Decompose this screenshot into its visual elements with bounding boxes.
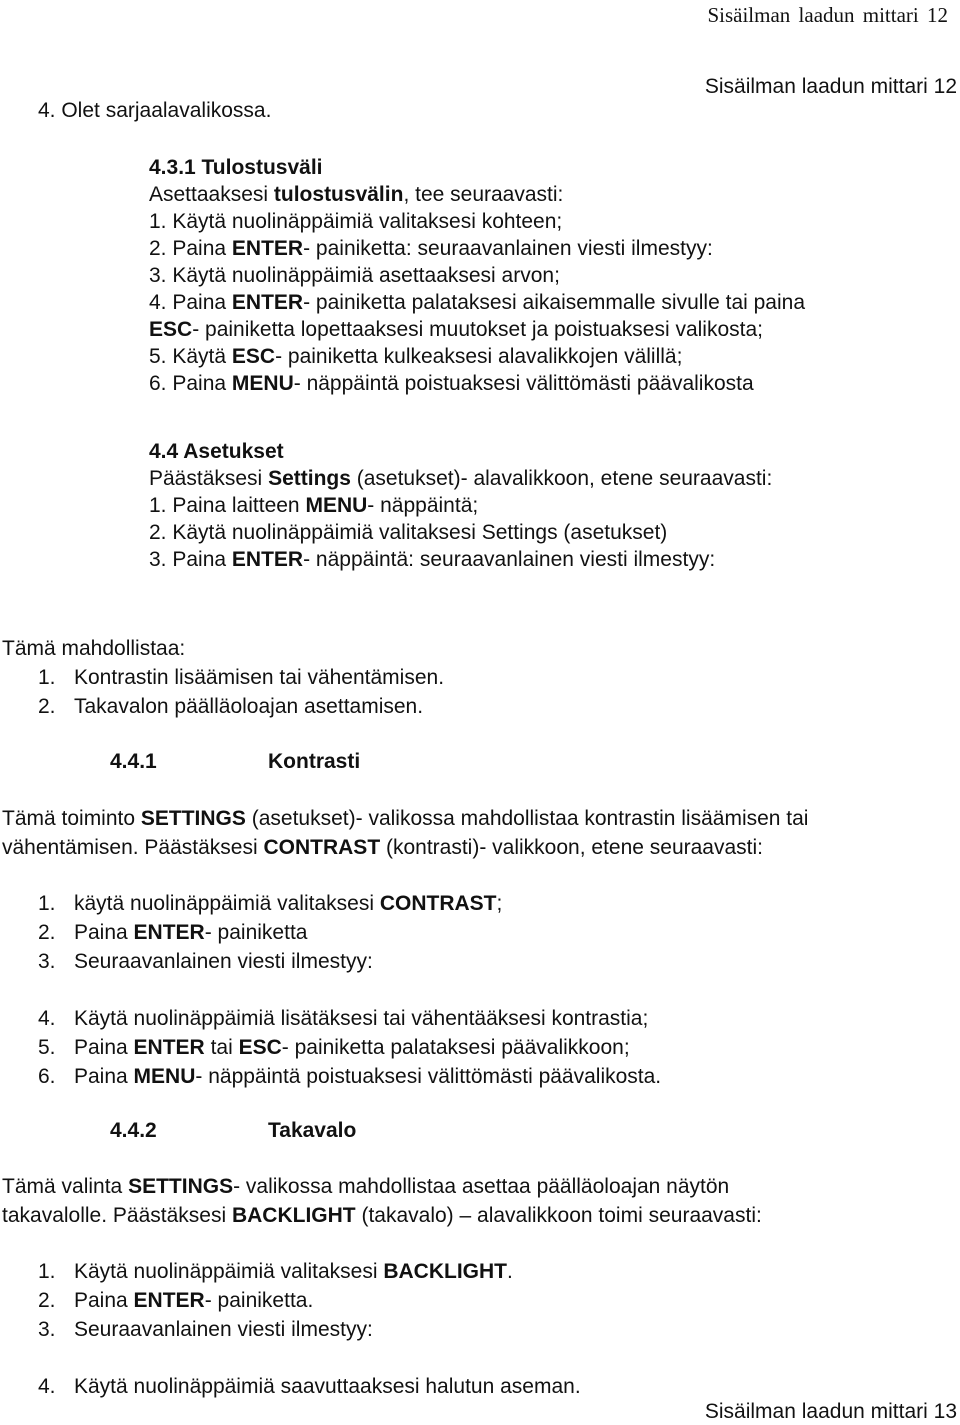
page-header: Sisäilman laadun mittari 12	[704, 75, 957, 98]
text: - painiketta palataksesi päävalikkoon;	[281, 1036, 630, 1059]
list-number: 3.	[38, 950, 56, 973]
text: vähentämisen. Päästäksesi	[2, 836, 264, 859]
text: (asetukset)- valikossa mahdollistaa kontrastin lisäämisen tai	[245, 807, 809, 830]
text: - painiketta: seuraavanlainen viesti ilmestyy:	[303, 237, 713, 260]
text: - painiketta lopettaaksesi muutokset ja poistuaksesi valikosta;	[192, 318, 763, 341]
paragraph	[2, 1173, 729, 1200]
section-title: Kontrasti	[268, 750, 361, 773]
list-item	[149, 235, 805, 262]
section-number: 4.4.1	[110, 750, 157, 773]
text: 5. Käytä	[149, 345, 232, 368]
list-item	[149, 370, 805, 397]
text: (asetukset)- alavalikkoon, etene seuraavasti:	[350, 467, 773, 490]
list-number: 3.	[38, 1318, 56, 1341]
list-item	[74, 1287, 313, 1314]
bold-text: tulostusvälin	[273, 183, 404, 206]
text: (takavalo) – alavalikkoon toimi seuraavasti:	[355, 1204, 762, 1227]
list-item	[74, 890, 502, 917]
section-4-4	[149, 438, 772, 573]
list-item-continuation	[149, 316, 805, 343]
text: - näppäintä: seuraavanlainen viesti ilmestyy:	[303, 548, 716, 571]
text: Paina	[74, 1036, 134, 1059]
list-number: 2.	[38, 1289, 56, 1312]
bold-text: ENTER	[133, 1036, 205, 1059]
text: - painiketta	[204, 921, 308, 944]
text: - painiketta kulkeaksesi alavalikkojen välillä;	[275, 345, 683, 368]
bold-text: MENU	[133, 1065, 196, 1088]
text: 1. Paina laitteen	[149, 494, 306, 517]
list-item: Seuraavanlainen viesti ilmestyy:	[74, 950, 373, 973]
list-item	[74, 1258, 513, 1285]
bold-text: Settings	[268, 467, 351, 490]
list-number: 4.	[38, 1375, 56, 1398]
text: takavalolle. Päästäksesi	[2, 1204, 232, 1227]
bold-text: SETTINGS	[140, 807, 246, 830]
text: 3. Paina	[149, 548, 232, 571]
section-heading: 4.3.1 Tulostusväli	[149, 156, 323, 179]
bold-text: CONTRAST	[379, 892, 497, 915]
paragraph	[2, 1202, 762, 1229]
text: Paina	[74, 1065, 134, 1088]
bold-text: CONTRAST	[263, 836, 381, 859]
list-item	[74, 1034, 630, 1061]
list-number: 4.	[38, 1007, 56, 1030]
text: Paina	[74, 921, 134, 944]
list-item	[149, 492, 772, 519]
list-item	[74, 1063, 661, 1090]
intro-list-item: 4. Olet sarjaalavalikossa.	[38, 99, 272, 122]
list-item	[149, 289, 805, 316]
bold-text: ESC	[238, 1036, 282, 1059]
list-number: 1.	[38, 666, 56, 689]
list-item: 3. Käytä nuolinäppäimiä asettaaksesi arvon;	[149, 264, 560, 287]
bold-text: MENU	[305, 494, 368, 517]
text: Tämä valinta	[2, 1175, 129, 1198]
list-item: 1. Käytä nuolinäppäimiä valitaksesi kohteen;	[149, 210, 563, 233]
list-number: 6.	[38, 1065, 56, 1088]
text: 6. Paina	[149, 372, 232, 395]
text: - näppäintä poistuaksesi välittömästi päävalikosta	[293, 372, 754, 395]
list-number: 1.	[38, 1260, 56, 1283]
list-number: 5.	[38, 1036, 56, 1059]
list-item: Seuraavanlainen viesti ilmestyy:	[74, 1318, 373, 1341]
text: .	[507, 1260, 513, 1283]
list-item: Käytä nuolinäppäimiä lisätäksesi tai vähentääksesi kontrastia;	[74, 1007, 649, 1030]
text: - näppäintä;	[367, 494, 479, 517]
text: , tee seuraavasti:	[403, 183, 564, 206]
bold-text: ENTER	[231, 548, 304, 571]
bold-text: ENTER	[133, 1289, 205, 1312]
bold-text: MENU	[231, 372, 294, 395]
running-header: Sisäilman laadun mittari 12	[707, 3, 948, 27]
list-number: 2.	[38, 695, 56, 718]
bold-text: ENTER	[231, 291, 304, 314]
text: Paina	[74, 1289, 134, 1312]
bold-text: BACKLIGHT	[383, 1260, 507, 1283]
list-item: 2. Käytä nuolinäppäimiä valitaksesi Settings (asetukset)	[149, 521, 668, 544]
text: 4. Paina	[149, 291, 232, 314]
section-4-3-1	[149, 154, 805, 397]
list-number: 1.	[38, 892, 56, 915]
text: Käytä nuolinäppäimiä valitaksesi	[74, 1260, 384, 1283]
bold-text: ESC	[149, 318, 193, 341]
page-footer: Sisäilman laadun mittari 13	[704, 1400, 957, 1423]
text: ;	[496, 892, 503, 915]
paragraph	[2, 834, 763, 861]
list-item	[74, 919, 307, 946]
paragraph	[149, 181, 805, 208]
section-heading: 4.4 Asetukset	[149, 440, 284, 463]
text: Päästäksesi	[149, 467, 269, 490]
paragraph	[149, 465, 772, 492]
text: tai	[204, 1036, 239, 1059]
enables-label: Tämä mahdollistaa:	[2, 637, 186, 660]
text: - painiketta.	[204, 1289, 314, 1312]
bold-text: ENTER	[231, 237, 304, 260]
text: Asettaaksesi	[149, 183, 274, 206]
text: - valikossa mahdollistaa asettaa päälläoloajan näytön	[233, 1175, 730, 1198]
text: - painiketta palataksesi aikaisemmalle sivulle tai paina	[303, 291, 806, 314]
text: käytä nuolinäppäimiä valitaksesi	[74, 892, 380, 915]
list-item	[149, 546, 772, 573]
bold-text: SETTINGS	[128, 1175, 234, 1198]
text: (kontrasti)- valikkoon, etene seuraavasti:	[380, 836, 763, 859]
list-item: Takavalon päälläoloajan asettamisen.	[74, 695, 424, 718]
bold-text: BACKLIGHT	[231, 1204, 356, 1227]
section-number: 4.4.2	[110, 1119, 157, 1142]
section-title: Takavalo	[268, 1119, 357, 1142]
text: 2. Paina	[149, 237, 232, 260]
text: Tämä toiminto	[2, 807, 141, 830]
bold-text: ENTER	[133, 921, 205, 944]
bold-text: ESC	[231, 345, 276, 368]
list-item: Kontrastin lisäämisen tai vähentämisen.	[74, 666, 445, 689]
text: - näppäintä poistuaksesi välittömästi päävalikosta.	[195, 1065, 662, 1088]
list-item	[149, 343, 805, 370]
list-number: 2.	[38, 921, 56, 944]
list-item: Käytä nuolinäppäimiä saavuttaaksesi halutun aseman.	[74, 1375, 581, 1398]
paragraph	[2, 805, 808, 832]
